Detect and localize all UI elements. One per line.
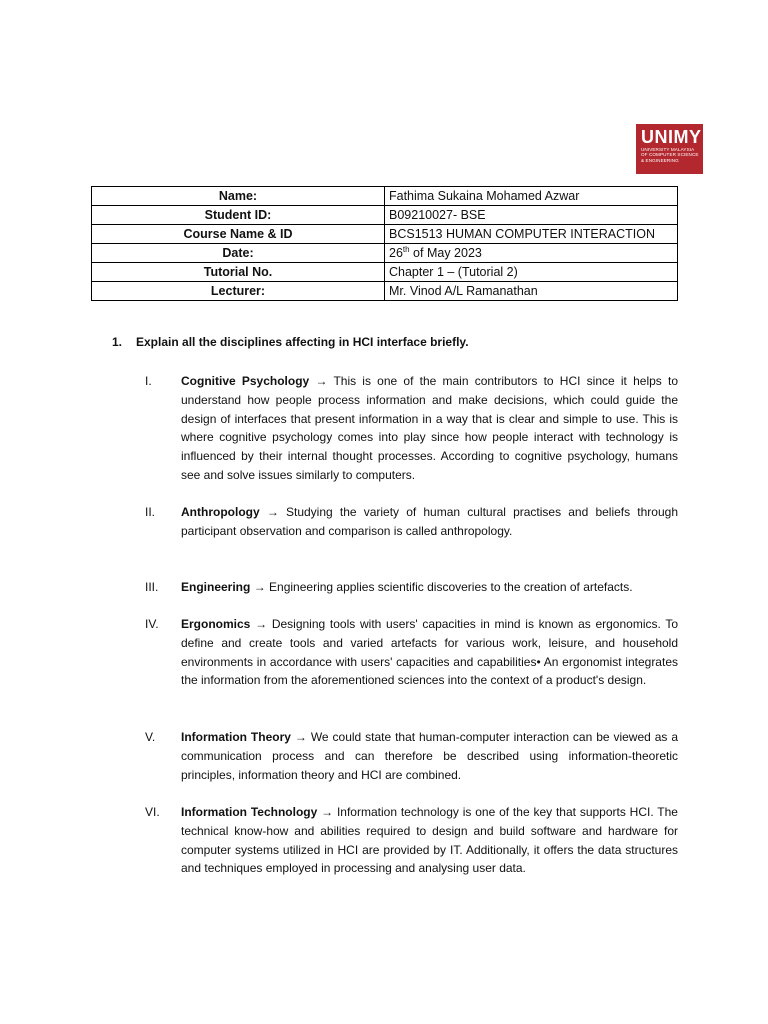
discipline-text: We could state that human-computer interaction can be viewed as a communication process and can therefore be described using information-theoretic principles, information theory and HCI are combined. (181, 730, 679, 782)
table-row (92, 263, 678, 282)
logo-subtitle: UNIVERSITY MALAYSIA OF COMPUTER SCIENCE & ENGINEERING (641, 147, 699, 163)
discipline-text: Information technology is one of the key that supports HCI. The technical know-how and abilities required to design and build software and hardware for computer systems utilized in HCI are provided by IT. Additionally, it offers the data structures and techniques employed in processing and analysing user data. (181, 805, 678, 876)
info-label: Tutorial No. (92, 263, 385, 282)
discipline-term: Cognitive Psychology (181, 374, 310, 388)
table-row (92, 225, 678, 244)
info-value: BCS1513 HUMAN COMPUTER INTERACTION (385, 225, 678, 244)
roman-numeral: IV. (145, 617, 159, 631)
question-number: 1. (112, 335, 123, 349)
date-suffix: th (402, 244, 410, 254)
arrow-icon: → (266, 505, 279, 519)
info-value: Fathima Sukaina Mohamed Azwar (385, 187, 678, 206)
roman-numeral: III. (145, 580, 159, 594)
info-label: Date: (92, 244, 385, 263)
discipline-text: Studying the variety of human cultural practises and beliefs through participant observation and comparison is called anthropology. (181, 505, 678, 538)
discipline-term: Engineering (181, 580, 251, 594)
student-info-table (91, 186, 678, 301)
roman-numeral: V. (145, 730, 156, 744)
discipline-text: Designing tools with users' capacities in mind is known as ergonomics. To define and create tools and varied artefacts for various work, leisure, and household environments in accordance with users' capacities and capabilities• An ergonomist integrates the information from the aforementioned sciences into the context of a product's design. (181, 617, 679, 688)
info-label: Lecturer: (92, 282, 385, 301)
roman-numeral: II. (145, 505, 156, 519)
date-day: 26 (389, 246, 403, 260)
arrow-icon: → (253, 580, 266, 594)
discipline-item (145, 728, 678, 784)
info-value (385, 244, 678, 263)
info-value: Mr. Vinod A/L Ramanathan (385, 282, 678, 301)
question-1 (112, 335, 469, 349)
arrow-icon: → (255, 617, 268, 631)
table-row (92, 244, 678, 263)
discipline-text: This is one of the main contributors to HCI since it helps to understand how people process information and make decisions, which could guide the design of interfaces that present information in a way that is clear and simple to use. This is where cognitive psychology comes into play since how people interact with technology is influenced by their internal thought processes. According to cognitive psychology, humans see and solve issues similarly to computers. (181, 374, 678, 482)
discipline-item (145, 578, 678, 597)
discipline-term: Information Theory (181, 730, 291, 744)
discipline-item (145, 615, 678, 690)
arrow-icon: → (315, 374, 328, 388)
roman-numeral: VI. (145, 805, 160, 819)
info-label: Student ID: (92, 206, 385, 225)
logo-wordmark: UNIMY (641, 127, 702, 147)
info-label: Course Name & ID (92, 225, 385, 244)
info-value: Chapter 1 – (Tutorial 2) (385, 263, 678, 282)
arrow-icon: → (294, 730, 307, 744)
unimy-logo (636, 124, 703, 174)
discipline-item (145, 503, 678, 541)
roman-numeral: I. (145, 374, 152, 388)
discipline-term: Anthropology (181, 505, 260, 519)
date-rest: of May 2023 (409, 246, 482, 260)
arrow-icon: → (321, 805, 334, 819)
table-row (92, 206, 678, 225)
info-label: Name: (92, 187, 385, 206)
discipline-term: Information Technology (181, 805, 318, 819)
discipline-text: Engineering applies scientific discoveries to the creation of artefacts. (269, 580, 633, 594)
question-text: Explain all the disciplines affecting in HCI interface briefly. (136, 335, 469, 349)
discipline-item (145, 372, 678, 485)
table-row (92, 187, 678, 206)
discipline-item (145, 803, 678, 878)
info-value: B09210027- BSE (385, 206, 678, 225)
discipline-term: Ergonomics (181, 617, 251, 631)
table-row (92, 282, 678, 301)
